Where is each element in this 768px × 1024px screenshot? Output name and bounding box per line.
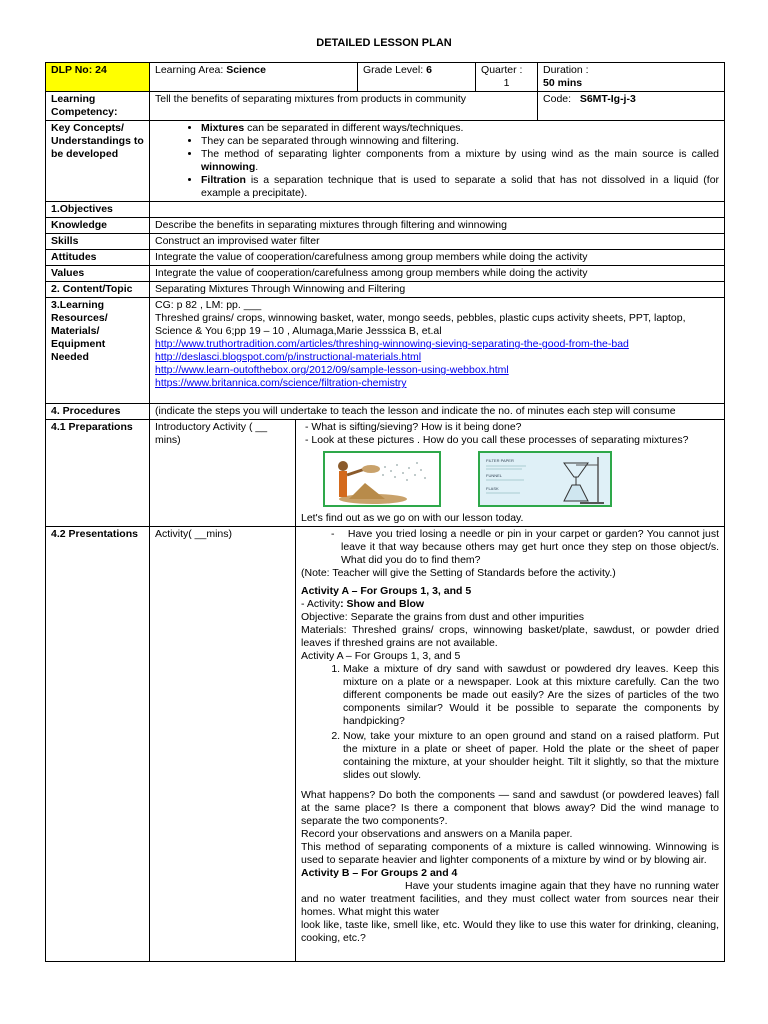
concept-item: • Filtration is a separation technique that is used to separate a solid that has not dissolved in a liquid (for example a precipitate). (201, 174, 719, 200)
procedures-row (46, 404, 725, 420)
attitudes-label: Attitudes (46, 250, 150, 266)
skills-label: Skills (46, 234, 150, 250)
page-title: DETAILED LESSON PLAN (316, 37, 452, 49)
step-item: 1. Make a mixture of dry sand with sawdust or powdered dry leaves. Keep this mixture on a plate or a newspaper. Look at this mixture carefully. Can the two different components be made out easily? Are the sizes of particles of the two components similar? Would it be possible to separate the components by handpicking? (343, 663, 719, 728)
resource-link[interactable]: http://www.truthortradition.com/articles/threshing-winnowing-sieving-separating-the-good-from-the-bad (155, 338, 629, 350)
attitudes-text: Integrate the value of cooperation/carefulness among group members while doing the activity (150, 250, 725, 266)
preparations-label: 4.1 Preparations (46, 420, 150, 527)
competency-row (46, 92, 725, 121)
key-concepts-row (46, 121, 725, 202)
dlp-number: DLP No: 24 (46, 63, 150, 92)
resource-link[interactable]: http://www.learn-outofthebox.org/2012/09/sample-lesson-using-webbox.html (155, 364, 509, 376)
presentations-activity: Activity( __mins) (150, 527, 296, 962)
step-item: 2. Now, take your mixture to an open ground and stand on a raised platform. Put the mixture in a plate or sheet of paper. Hold the plate or the sheet of paper containing the mixture, at your shoulder height. Tilt it slightly, so that the mixture slides out slowly. (343, 730, 719, 782)
filter-paper-label: FILTER PAPER (486, 458, 514, 463)
procedures-text: (indicate the steps you will undertake to teach the lesson and indicate the no. of minutes each step will consume (150, 404, 725, 420)
filtration-illustration (478, 451, 612, 507)
winnowing-icon (325, 453, 439, 505)
content-row (46, 282, 725, 298)
skills-text: Construct an improvised water filter (150, 234, 725, 250)
filtration-icon (480, 453, 610, 505)
concept-item: • Mixtures can be separated in different ways/techniques. (201, 122, 719, 135)
concept-item: • They can be separated through winnowing and filtering. (201, 135, 719, 148)
procedures-label: 4. Procedures (46, 404, 150, 420)
content-label: 2. Content/Topic (46, 282, 150, 298)
resources-row (46, 298, 725, 404)
learning-area: Learning Area: Science (150, 63, 358, 92)
resource-link[interactable]: https://www.britannica.com/science/filtration-chemistry (155, 377, 407, 389)
resource-link[interactable]: http://deslasci.blogspot.com/p/instructional-materials.html (155, 351, 422, 363)
objectives-label: 1.Objectives (46, 202, 150, 218)
quarter: Quarter : 1 (476, 63, 538, 92)
presentations-label: 4.2 Presentations (46, 527, 150, 962)
resources-content: CG: p 82 , LM: pp. ___ Threshed grains/ crops, winnowing basket, water, mongo seeds, pebbles, plastic cups activity sheets, PPT, laptop, Science & You 6;pp 19 – 10 , Alumaga,Marie Jesssica B, et.al http://www.truthortradition.com/articles/threshing-winnowing-sieving-separating-the-good-from-the-bad http://deslasci.blogspot.com/p/instructional-materials.html http://www.learn-outofthebox.org/2012/09/sample-lesson-using-webbox.html https://www.britannica.com/science/filtration-chemistry (150, 298, 725, 404)
duration: Duration : 50 mins (538, 63, 725, 92)
preparations-activity: Introductory Activity ( __ mins) (150, 420, 296, 527)
preparations-content: - What is sifting/sieving? How is it being done? - Look at these pictures . How do you call these processes of separating mixtures? FILTER PAPER FUNNEL FLASK Let's find out as we go on with our lesson today. (296, 420, 725, 527)
skills-row (46, 234, 725, 250)
knowledge-row (46, 218, 725, 234)
grade-level: Grade Level: 6 (358, 63, 476, 92)
competency-label: Learning Competency: (46, 92, 150, 121)
content-text: Separating Mixtures Through Winnowing and Filtering (150, 282, 725, 298)
objectives-row (46, 202, 725, 218)
values-row (46, 266, 725, 282)
preparations-row (46, 420, 725, 527)
resources-label: 3.Learning Resources/ Materials/ Equipment Needed (46, 298, 150, 404)
key-concepts-content (150, 121, 725, 202)
competency-text: Tell the benefits of separating mixtures from products in community (150, 92, 538, 121)
lesson-plan-table (45, 62, 725, 962)
flask-label: FLASK (486, 486, 499, 491)
pictures-area (301, 447, 719, 509)
knowledge-text: Describe the benefits in separating mixtures through filtering and winnowing (150, 218, 725, 234)
header-row (46, 63, 725, 92)
presentations-content: - Have you tried losing a needle or pin in your carpet or garden? You cannot just leave it that way because others may get hurt once they step on those object/s. What did you do to find them? (Note: Teacher will give the Setting of Standards before the activity.) Activity A – For Groups 1, 3, and 5 - Activity: Show and Blow Objective: Separate the grains from dust and other impurities Materials: Threshed grains/ crops, winnowing basket/plate, sawdust, or powder dried leaves if threshed grains are not available. Activity A – For Groups 1, 3, and 5 1. Make a mixture of dry sand with sawdust or powdered dry leaves. Keep this mixture on a plate or a newspaper. Look at this mixture carefully. Can the two different components be made out easily? Are the sizes of particles of the two components similar? Would it be possible to separate the components by handpicking? 2. Now, take your mixture to an open ground and stand on a raised platform. Put the mixture in a plate or sheet of paper. Hold the plate or the sheet of paper containing the mixture, at your shoulder height. Tilt it slightly, so that the mixture slides out slowly. What happens? Do both the components — sand and sawdust (or powdered leaves) fall at the same place? Is there a component that blows away? Did the wind manage to separate the two components?. Record your observations and answers on a Manila paper. This method of separating components of a mixture is called winnowing. Winnowing is used to separate heavier and lighter components of a mixture by wind or by blowing air. Activity B – For Groups 2 and 4 Have your students imagine again that they have no running water and no water treatment facilities, and they must collect water from sources near their homes. What might this water look like, taste like, smell like, etc. Would they like to use this water for drinking, cleaning, cooking, etc.? (296, 527, 725, 962)
presentations-row (46, 527, 725, 962)
values-label: Values (46, 266, 150, 282)
values-text: Integrate the value of cooperation/carefulness among group members while doing the activity (150, 266, 725, 282)
concept-item: • The method of separating lighter components from a mixture by using wind as the main source is called winnowing. (201, 148, 719, 174)
activity-steps (301, 663, 719, 782)
funnel-label: FUNNEL (486, 473, 503, 478)
attitudes-row (46, 250, 725, 266)
winnowing-illustration (323, 451, 441, 507)
key-concepts-label: Key Concepts/ Understandings to be developed (46, 121, 150, 202)
competency-code: Code: S6MT-Ig-j-3 (538, 92, 725, 121)
knowledge-label: Knowledge (46, 218, 150, 234)
